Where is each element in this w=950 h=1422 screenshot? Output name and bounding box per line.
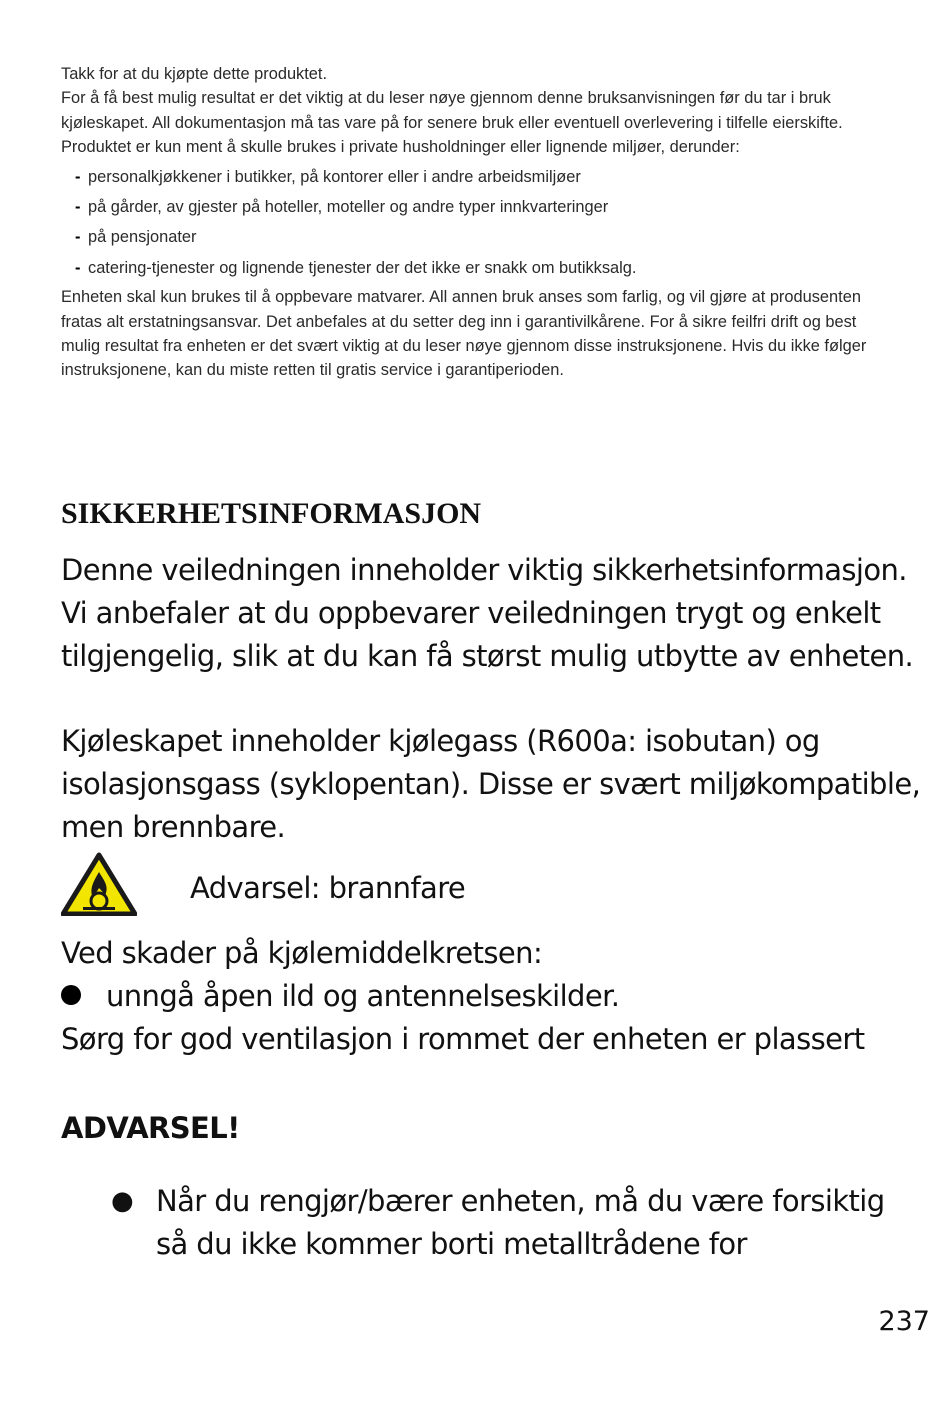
warning-list: [111, 1180, 901, 1266]
list-item: ● Når du rengjør/bærer enheten, må du være forsiktig så du ikke kommer borti metalltrådene for: [111, 1180, 901, 1266]
list-item: - catering-tjenester og lignende tjenester der det ikke er snakk om butikksalg.: [75, 253, 881, 283]
fire-warning-label: Advarsel: brannfare: [190, 871, 466, 905]
safety-paragraph-2: Kjøleskapet inneholder kjølegass (R600a: isobutan) og isolasjonsgass (syklopentan). Disse er svært miljøkompatible, men brennbare.: [61, 724, 921, 844]
intro-section: [61, 62, 881, 383]
list-item: - på pensjonater: [75, 222, 881, 252]
bullet-icon: ●: [111, 1186, 134, 1216]
bullet-icon: [61, 985, 81, 1005]
ventilation-note: Sørg for god ventilasjon i rommet der enheten er plassert: [61, 1022, 865, 1056]
damage-heading: Ved skader på kjølemiddelkretsen:: [61, 936, 543, 970]
page-number: 237: [878, 1306, 930, 1337]
list-dash: -: [75, 228, 81, 247]
safety-paragraph-1: Denne veiledningen inneholder viktig sikkerhetsinformasjon. Vi anbefaler at du oppbevarer veiledningen trygt og enkelt tilgjengelig, slik at du kan få størst mulig utbytte av enheten.: [61, 553, 914, 673]
list-dash: -: [75, 258, 81, 277]
warning-heading: ADVARSEL!: [61, 1111, 240, 1145]
intro-thanks: Takk for at du kjøpte dette produktet.: [61, 65, 328, 83]
list-item: - personalkjøkkener i butikker, på kontorer eller i andre arbeidsmiljøer: [75, 162, 881, 192]
fire-warning-row: [61, 852, 921, 918]
list-dash: -: [75, 198, 81, 217]
damage-bullet-text: unngå åpen ild og antennelseskilder.: [106, 979, 620, 1013]
intro-paragraph-2: Enheten skal kun brukes til å oppbevare matvarer. All annen bruk anses som farlig, og vil gjøre at produsenten fratas alt erstatningsansvar. Det anbefales at du setter deg inn i garantivilkårene. For å sikre feilfri drift og best mulig resultat fra enheten er det svært viktig at du leser nøye gjennom disse instruksjonene. Hvis du ikke følger instruksjonene, kan du miste retten til gratis service i garantiperioden.: [61, 288, 867, 380]
usage-environment-list: [61, 162, 881, 284]
list-item: - på gårder, av gjester på hoteller, moteller og andre typer innkvarteringer: [75, 192, 881, 222]
damage-bullet-item: [61, 975, 619, 1018]
fire-hazard-warning-icon: [61, 852, 137, 916]
section-title: SIKKERHETSINFORMASJON: [61, 497, 482, 530]
list-dash: -: [75, 167, 81, 186]
intro-paragraph-1: For å få best mulig resultat er det viktig at du leser nøye gjennom denne bruksanvisningen før du tar i bruk kjøleskapet. All dokumentasjon må tas vare på for senere bruk eller eventuell overlevering i tilfelle eierskifte. Produktet er kun ment å skulle brukes i private husholdninger eller lignende miljøer, derunder:: [61, 89, 843, 157]
